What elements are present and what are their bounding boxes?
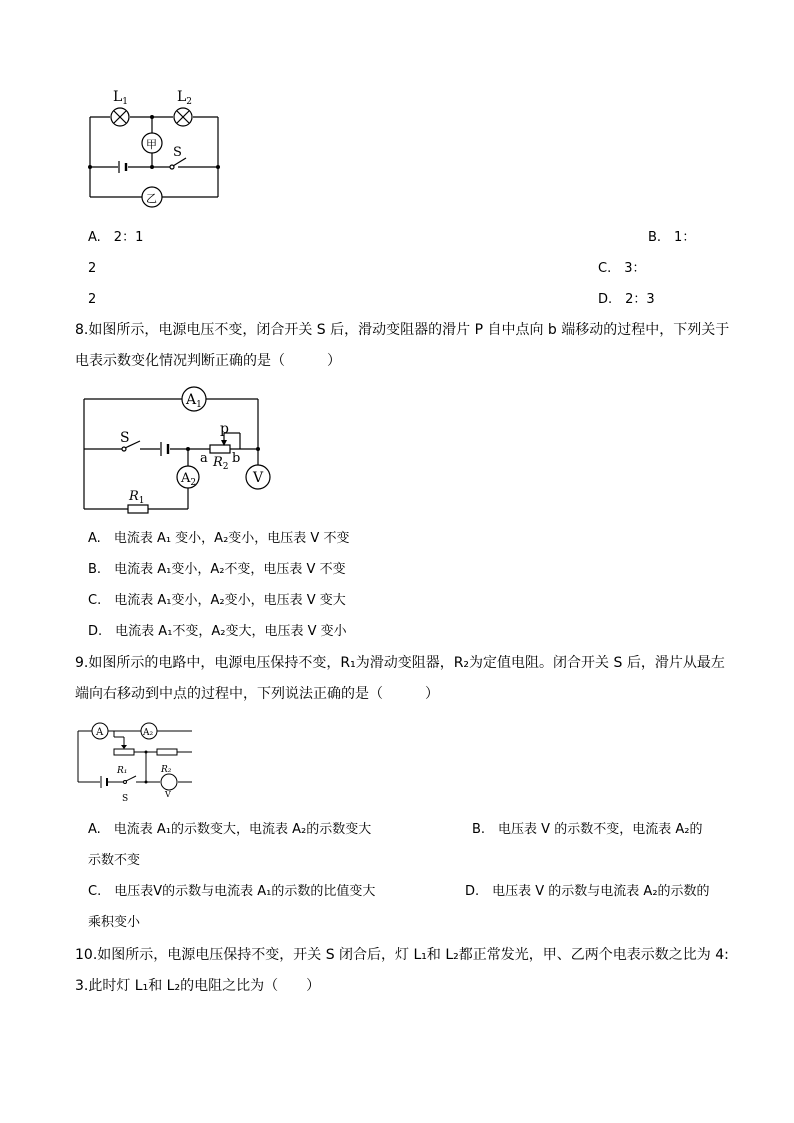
q9-option-b[interactable]: B. 电压表 V 的示数不变，电流表 A₂的 — [472, 822, 703, 837]
q9-option-a[interactable]: A. 电流表 A₁的示数变大，电流表 A₂的示数变大 — [88, 822, 372, 837]
q8-option-c[interactable]: C. 电流表 A₁变小，A₂变小，电压表 V 变大 — [88, 593, 346, 608]
q7-option-d[interactable]: D. 2：3 — [598, 292, 655, 307]
svg-text:L1: $L_1$ — [113, 89, 129, 107]
svg-text:R1: $R_1$ — [129, 489, 145, 506]
svg-text:A2: $A_2$ — [181, 471, 197, 488]
resistor-r2-icon — [157, 749, 177, 755]
q8-stem-line1: 8.如图所示，电源电压不变，闭合开关 S 后，滑动变阻器的滑片 P 自中点向 b 端移动的过程中，下列关于 — [75, 322, 730, 338]
svg-text:b: b — [232, 451, 241, 466]
q8-stem-line2: 电表示数变化情况判断正确的是（ ） — [75, 353, 341, 369]
svg-text:R2: $R_2$ — [213, 455, 229, 472]
battery-icon — [101, 776, 107, 788]
q9-option-b-cont: 示数不变 — [88, 853, 141, 868]
svg-text:乙: 乙 — [146, 192, 157, 205]
q8-option-a[interactable]: A. 电流表 A₁ 变小，A₂变小，电压表 V 不变 — [88, 531, 350, 546]
svg-text:A₂: A₂ — [143, 728, 154, 738]
svg-text:V: V — [165, 790, 171, 799]
rheostat-r1-icon — [114, 749, 134, 755]
q10-stem-line2: 3.此时灯 L₁和 L₂的电阻之比为（ ） — [75, 978, 321, 994]
q10-stem-line1: 10.如图所示，电源电压保持不变，开关 S 闭合后，灯 L₁和 L₂都正常发光，甲、乙两个电表示数之比为 4: — [75, 947, 729, 963]
svg-text:S: S — [173, 145, 182, 160]
q7-option-b-cont: 2 — [88, 261, 97, 276]
q8-option-b[interactable]: B. 电流表 A₁变小，A₂不变，电压表 V 不变 — [88, 562, 346, 577]
svg-text:R₂: R₂ — [161, 765, 172, 775]
q7-option-c-cont: 2 — [88, 292, 97, 307]
q9-option-d[interactable]: D. 电压表 V 的示数与电流表 A₂的示数的 — [465, 884, 710, 899]
q9-stem-line1: 9.如图所示的电路中，电源电压保持不变，R₁为滑动变阻器，R₂为定值电阻。闭合开关 S 后，滑片从最左 — [75, 655, 725, 671]
q7-option-b[interactable]: B. 1： — [648, 230, 696, 245]
q8-option-d[interactable]: D. 电流表 A₁不变，A₂变大，电压表 V 变小 — [88, 624, 347, 639]
svg-text:甲: 甲 — [146, 138, 157, 151]
svg-text:A: A — [96, 727, 104, 738]
svg-text:L2: $L_2$ — [177, 89, 193, 107]
q9-stem-line2: 端向右移动到中点的过程中，下列说法正确的是（ ） — [75, 686, 439, 702]
q7-option-a[interactable]: A. 2：1 — [88, 230, 144, 245]
svg-text:V: V — [253, 470, 264, 486]
svg-text:p: p — [220, 421, 229, 437]
svg-text:R₁: R₁ — [117, 766, 128, 776]
svg-text:S: S — [122, 794, 129, 804]
svg-text:S: S — [120, 430, 130, 446]
svg-text:a: a — [200, 451, 208, 466]
voltmeter-icon — [161, 774, 177, 790]
svg-text:A1: $A_1$ — [186, 392, 202, 410]
q9-option-d-cont: 乘积变小 — [88, 915, 141, 930]
switch-icon — [124, 776, 137, 784]
q7-option-c[interactable]: C. 3： — [598, 261, 646, 276]
q9-option-c[interactable]: C. 电压表V的示数与电流表 A₁的示数的比值变大 — [88, 884, 376, 899]
